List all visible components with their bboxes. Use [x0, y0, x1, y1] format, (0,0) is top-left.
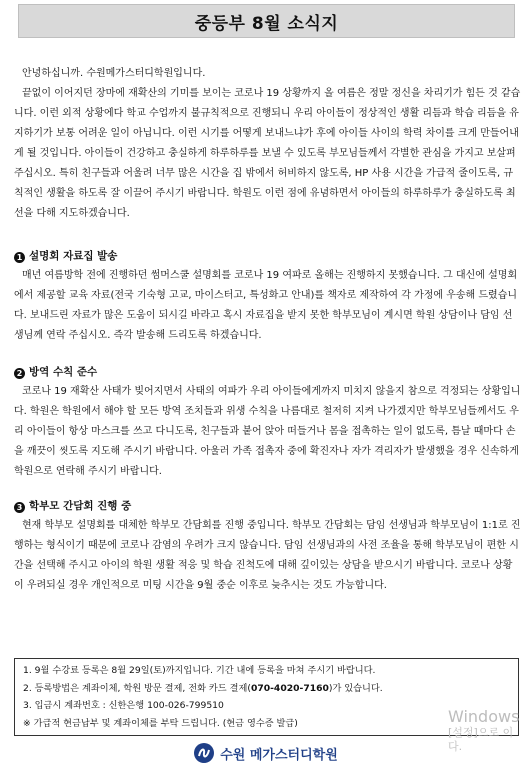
section-1-heading: [14, 246, 521, 266]
section-1: [14, 246, 521, 346]
notice-line-2-prefix: 2. 등록방법은 계좌이체, 학원 방문 결제, 전화 카드 결제(: [23, 682, 251, 694]
notice-line-2: [23, 680, 510, 698]
notice-line-3: 3. 입금시 계좌번호 : 신한은행 100-026-799510: [23, 700, 224, 711]
section-1-body: 매년 여름방학 전에 진행하던 썸머스쿨 설명회를 코로나 19 여파로 올해는 진행하지 못했습니다. 그 대신에 설명회에서 제공할 교육 자료(전국 기숙형 고교, 마이스터고, 특성화고 안내)를 책자로 제작하여 각 가정에 우송해 드렸습니다. 보내드린 자료가 많은 도움이 되시길 바라고 혹시 자료집을 받지 못한 학부모님이 계시면 학원 상담이나 담임 선생님께 연락 주십시오. 즉각 발송해 드리도록 하겠습니다.: [14, 270, 518, 341]
section-3-heading: [14, 496, 521, 516]
section-3-body: 현재 학부모 설명회를 대체한 학부모 간담회를 진행 중입니다. 학부모 간담회는 담임 선생님과 학부모님이 1:1로 진행하는 형식이기 때문에 코로나 감염의 우려가 크지 않습니다. 담임 선생님과의 사전 조율을 통해 학부모님이 편한 시간을 선택해 주시고 아이의 학원 생활 적응 및 학습 진척도에 대해 깊이있는 상담을 받으시기 바랍니다. 코로나 상황이 우려되실 경우 개인적으로 미팅 시간을 9월 중순 이후로 늦추시는 것도 가능합니다.: [14, 520, 521, 591]
windows-activation-watermark: [448, 708, 532, 754]
watermark-line-3: 다.: [448, 740, 463, 753]
number-1-icon: 1: [14, 252, 25, 263]
number-2-icon: 2: [14, 368, 25, 379]
intro-paragraph: 끝없이 이어지던 장마에 재확산의 기미를 보이는 코로나 19 상황까지 올 여름은 정말 정신을 차리기가 힘든 것 같습니다. 이런 외적 상황에다 학교 수업까지 불규칙적으로 진행되니 우리 아이들이 정상적인 생활 리듬과 학습 리듬을 유지하기가 보통 어려운 일이 아닙니다. 이런 시기를 어떻게 보내느냐가 후에 아이들 사이의 학력 차이를 크게 만들어내게 될 것입니다. 아이들이 건강하고 충실하게 하루하루를 보낼 수 있도록 부모님들께서 각별한 관심을 가지고 보살펴 주십시오. 특히 친구들과 어울려 너무 많은 시간을 집 밖에서 허비하지 않도록, HP 사용 시간을 가급적 줄이도록, 규칙적인 생활을 하도록 잘 이끌어 주시기 바랍니다. 학원도 이런 점에 유념하면서 아이들의 하루하루가 충실하도록 최선을 다해 지도하겠습니다.: [14, 88, 521, 219]
number-3-icon: 3: [14, 502, 25, 513]
section-2-title: 방역 수칙 준수: [29, 366, 98, 378]
logo-swoosh-icon: [197, 746, 211, 760]
section-2-body: 코로나 19 재확산 사태가 빚어지면서 사태의 여파가 우리 아이들에게까지 미치지 않을지 참으로 걱정되는 상황입니다. 학원은 학원에서 해야 할 모든 방역 조치들과 위생 수칙을 나름대로 철저히 지켜 나가겠지만 학부모님들께서도 우리 아이들이 항상 마스크를 쓰고 다니도록, 친구들과 붙어 앉아 떠들거나 몸을 접촉하는 일이 없도록, 틈날 때마다 손을 깨끗이 씻도록 지도해 주시기 바랍니다. 아울러 가족 접촉자 중에 확진자나 자가 격리자가 발생했을 경우 신속하게 학원으로 연락해 주시기 바랍니다.: [14, 386, 521, 477]
notice-line-1: 1. 9월 수강료 등록은 8월 29일(토)까지입니다. 기간 내에 등록을 마쳐 주시기 바랍니다.: [23, 665, 376, 676]
notice-box: [14, 658, 519, 736]
watermark-line-2: [설정]으로 이: [448, 726, 514, 739]
watermark-line-1: Windows: [448, 707, 520, 726]
section-2-heading: [14, 362, 521, 382]
intro-section: [14, 64, 521, 224]
notice-line-4: ※ 가급적 현금납부 및 계좌이체를 부탁 드립니다. (현금 영수증 발급): [23, 717, 298, 729]
section-1-title: 설명회 자료집 발송: [29, 250, 118, 262]
section-2: [14, 362, 521, 482]
page-title: 중등부 8월 소식지: [194, 13, 339, 34]
intro-greeting: 안녕하십니까. 수원메가스터디학원입니다.: [22, 68, 206, 79]
logo-text: 수원 메가스터디학원: [220, 747, 338, 763]
megastudy-logo-icon: [194, 743, 214, 763]
page-title-bar: [18, 4, 515, 38]
section-3: [14, 496, 521, 596]
notice-line-2-suffix: )가 있습니다.: [328, 682, 383, 694]
section-3-title: 학부모 간담회 진행 중: [29, 500, 132, 512]
notice-phone-number: 070-4020-7160: [250, 682, 329, 694]
